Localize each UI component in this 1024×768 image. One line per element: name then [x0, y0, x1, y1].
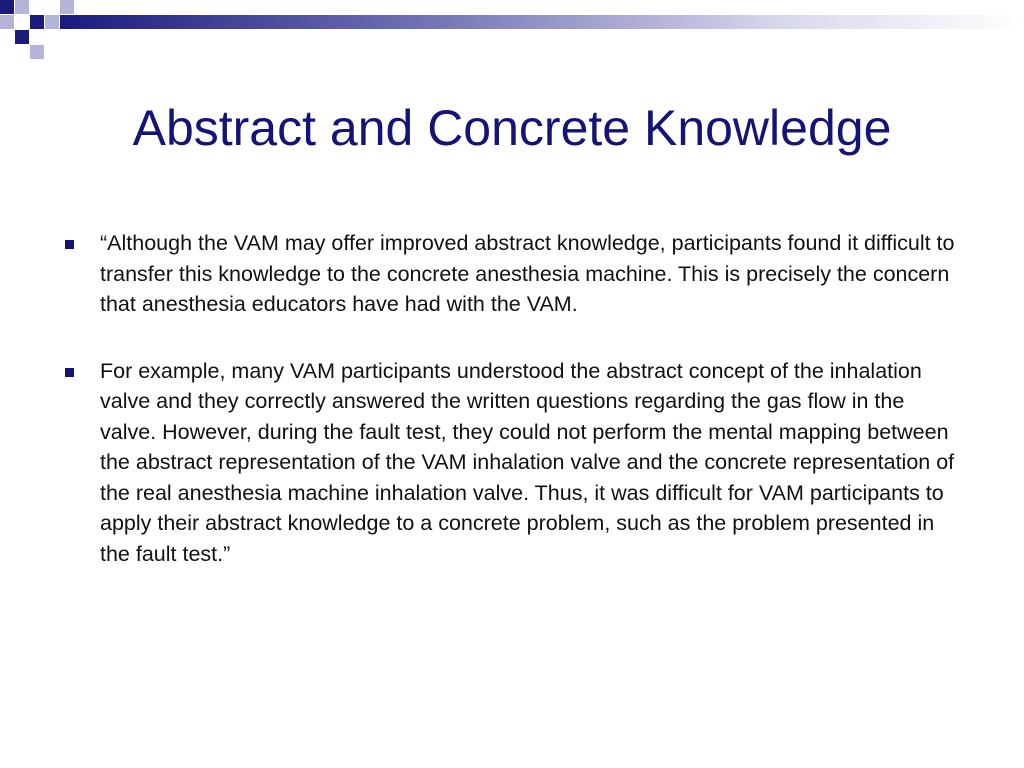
decor-square-icon [30, 45, 44, 59]
decor-square-icon [45, 15, 59, 29]
square-bullet-icon [65, 240, 74, 249]
bullet-item [64, 228, 964, 320]
header-gradient-bar [60, 15, 1024, 29]
header-decoration [0, 0, 1024, 70]
decor-square-icon [15, 0, 29, 14]
slide-title: Abstract and Concrete Knowledge [132, 100, 892, 156]
bullet-text: For example, many VAM participants understood the abstract concept of the inhalation valve and they correctly answered the written questions regarding the gas flow in the valve. However, during the fault test, they could not perform the mental mapping between the abstract representation of the VAM inhalation valve and the concrete representation of the real anesthesia machine inhalation valve. Thus, it was difficult for VAM participants to apply their abstract knowledge to a concrete problem, such as the problem presented in the fault test.” [100, 358, 955, 566]
bullet-text: “Although the VAM may offer improved abstract knowledge, participants found it difficult to transfer this knowledge to the concrete anesthesia machine. This is precisely the concern that anesthesia educators have had with the VAM. [100, 231, 955, 316]
decor-square-icon [0, 15, 14, 29]
bullet-list [64, 228, 964, 605]
decor-square-icon [60, 0, 74, 14]
decor-square-icon [15, 30, 29, 44]
square-bullet-icon [65, 368, 74, 377]
bullet-item [64, 356, 964, 570]
decor-square-icon [30, 15, 44, 29]
decor-square-icon [0, 0, 14, 14]
